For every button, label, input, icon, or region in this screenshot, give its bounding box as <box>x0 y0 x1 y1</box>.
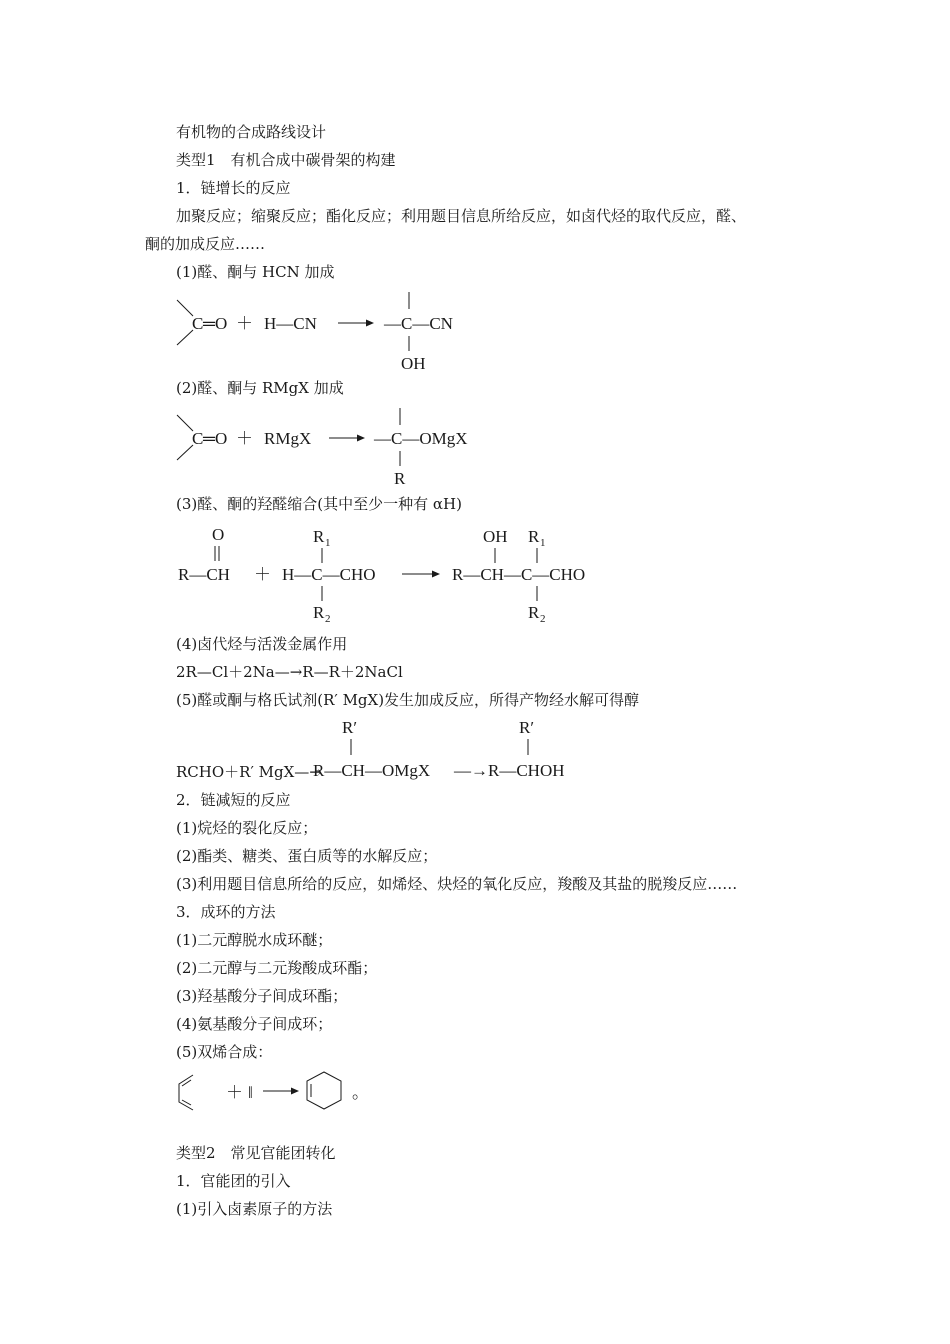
period-mark: 。 <box>352 1083 369 1102</box>
substituent-r2-sub: 2 <box>325 613 331 625</box>
type2-heading: 类型2 常见官能团转化 <box>176 1144 336 1162</box>
substituent-r2: R <box>313 603 325 622</box>
plus-sign: ＋ <box>226 1083 243 1102</box>
chain-shortening-item-3: (3)利用题目信息所给的反应，如烯烃、炔烃的氧化反应，羧酸及其盐的脱羧反应…… <box>176 875 738 893</box>
section-fg-introduction-heading: 1．官能团的引入 <box>176 1172 291 1190</box>
aldehyde-r-ch: R—CH <box>178 565 230 584</box>
product-hydroxyl: OH <box>483 527 508 546</box>
plus-sign: ＋ <box>236 429 253 448</box>
section-chain-extension-heading: 1．链增长的反应 <box>176 179 291 197</box>
ring-formation-item-2: (2)二元醇与二元羧酸成环酯； <box>176 959 378 977</box>
ring-formation-item-1: (1)二元醇脱水成环醚； <box>176 931 333 949</box>
substituent-r1-sub: 1 <box>325 537 331 549</box>
second-aldehyde: H—C—CHO <box>282 565 376 584</box>
plus-sign: ＋ <box>236 314 253 333</box>
plus-sign: ＋ <box>254 565 271 584</box>
product-chain: R—CH—C—CHO <box>452 565 586 584</box>
r-prime-group: R′ <box>342 718 358 737</box>
section-chain-extension-intro-line1: 加聚反应；缩聚反应；酯化反应；利用题目信息所给反应，如卤代烃的取代反应，醛、 <box>176 207 747 225</box>
type1-heading: 类型1 有机合成中碳骨架的构建 <box>176 151 396 169</box>
carbonyl-oxygen: O <box>212 525 225 544</box>
hydrolysis-arrow: —→ <box>454 761 488 780</box>
product-alcohol: R—CHOH <box>488 761 565 780</box>
product-chain: —C—CN <box>384 314 453 333</box>
page-title: 有机物的合成路线设计 <box>176 123 327 141</box>
cyclohexene-structure <box>307 1072 341 1109</box>
reagent-rmgx: RMgX <box>264 429 312 448</box>
chain-shortening-item-1: (1)烷烃的裂化反应； <box>176 819 318 837</box>
section-ring-formation-heading: 3．成环的方法 <box>176 903 276 921</box>
ring-formation-item-3: (3)羟基酸分子间成环酯； <box>176 987 348 1005</box>
grignard-reactants: RCHO＋R′ MgX—→ <box>176 763 322 781</box>
ring-formation-item-5: (5)双烯合成： <box>176 1043 273 1061</box>
intermediate-chain: R—CH—OMgX <box>313 761 431 780</box>
carbonyl-carbon: C <box>192 429 204 448</box>
fg-introduction-item-1: (1)引入卤素原子的方法 <box>176 1200 333 1218</box>
product-hydroxyl: OH <box>401 354 426 373</box>
product-r1: R <box>528 527 540 546</box>
chain-shortening-item-2: (2)酯类、糖类、蛋白质等的水解反应； <box>176 847 438 865</box>
carbonyl-carbon: C <box>192 314 204 333</box>
section-chain-shortening-heading: 2．链减短的反应 <box>176 791 291 809</box>
butadiene-structure <box>179 1075 193 1110</box>
wurtz-equation: 2R—Cl＋2Na—→R—R＋2NaCl <box>176 663 403 681</box>
section-chain-extension-intro-line2: 酮的加成反应…… <box>145 235 266 253</box>
product-r-prime: R′ <box>519 718 535 737</box>
item-aldol-condensation: (3)醛、酮的羟醛缩合(其中至少一种有 αH) <box>176 495 462 513</box>
product-chain: —C—OMgX <box>374 429 468 448</box>
product-r-group: R <box>394 469 406 488</box>
product-r2-sub: 2 <box>540 613 546 625</box>
double-bond-oxygen: ═O <box>203 314 228 333</box>
double-bond-oxygen: ═O <box>203 429 228 448</box>
substituent-r1: R <box>313 527 325 546</box>
reagent-hcn: H—CN <box>264 314 317 333</box>
ring-formation-item-4: (4)氨基酸分子间成环； <box>176 1015 333 1033</box>
product-r1-sub: 1 <box>540 537 546 549</box>
item-haloalkane-metal: (4)卤代烃与活泼金属作用 <box>176 635 348 653</box>
product-r2: R <box>528 603 540 622</box>
ethylene-double-bond: ‖ <box>248 1083 253 1102</box>
reaction-arrow-head <box>291 1088 299 1095</box>
item-hcn-addition: (1)醛、酮与 HCN 加成 <box>176 263 335 281</box>
item-grignard-alcohol: (5)醛或酮与格氏试剂(R′ MgX)发生加成反应，所得产物经水解可得醇 <box>176 691 640 709</box>
item-rmgx-addition: (2)醛、酮与 RMgX 加成 <box>176 379 344 397</box>
